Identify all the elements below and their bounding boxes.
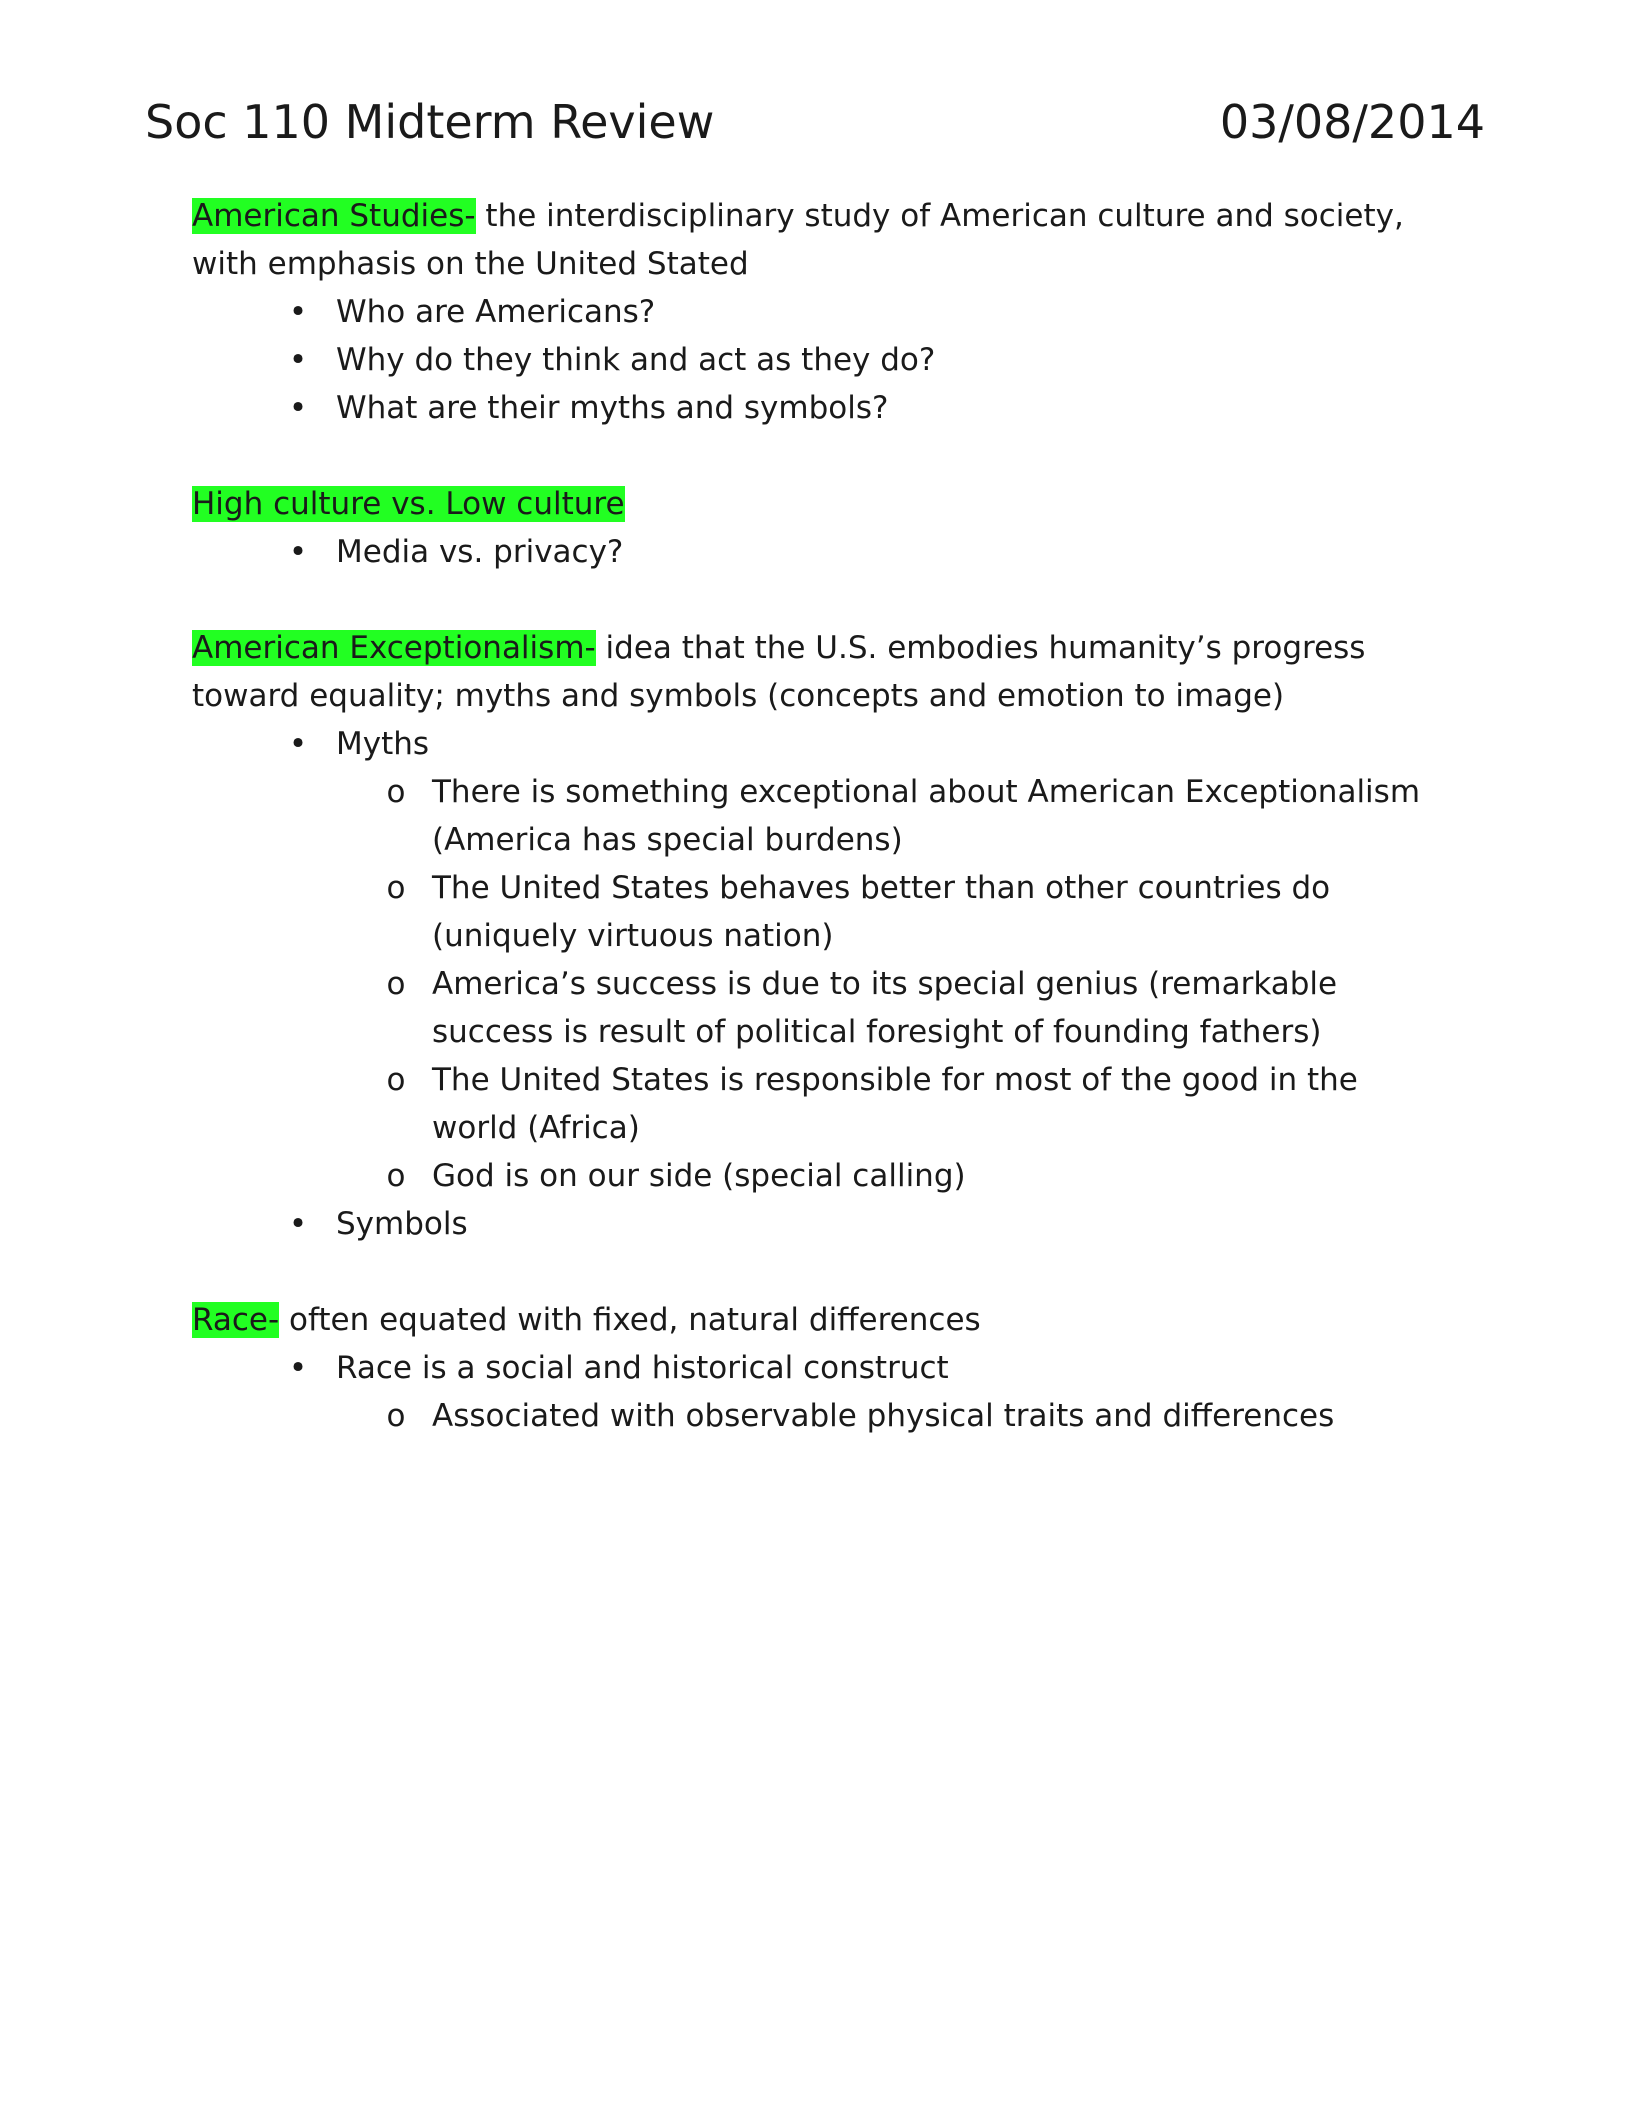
bullet-icon: • [288,534,308,570]
bullet-text: Who are Americans? [336,294,656,330]
term-definition [192,624,1442,720]
list-item [288,720,1442,1200]
circle-bullet-icon: o [386,774,406,810]
highlighted-term: American Exceptionalism- [192,630,596,666]
definition-text: often equated with fixed, natural differences [279,1302,981,1338]
bullet-list [192,1344,1442,1440]
bullet-list [192,288,1442,432]
sub-item-text: The United States is responsible for most of the good in the world (Africa) [432,1062,1358,1146]
section-high-low-culture [192,480,1442,576]
circle-bullet-icon: o [386,1398,406,1434]
bullet-text: What are their myths and symbols? [336,390,889,426]
bullet-list [192,528,1442,576]
bullet-text: Media vs. privacy? [336,534,624,570]
section-race [192,1296,1442,1440]
list-item [288,528,1442,576]
list-item [288,1344,1442,1440]
list-item [288,1200,1442,1248]
term-definition [192,480,1442,528]
highlighted-term: Race- [192,1302,280,1338]
bullet-icon: • [288,342,308,378]
section-american-exceptionalism [192,624,1442,1248]
definition-text: the interdisciplinary study of American culture and society, with emphasis on the United Stated [192,198,1404,282]
sub-list [336,768,1442,1200]
circle-bullet-icon: o [386,870,406,906]
bullet-icon: • [288,726,308,762]
sub-list-item [386,1392,1442,1440]
sub-list-item [386,1152,1442,1200]
bullet-text: Symbols [336,1206,468,1242]
sub-list [336,1392,1442,1440]
list-item [288,384,1442,432]
sub-item-text: There is something exceptional about American Exceptionalism (America has special burdens) [432,774,1421,858]
sub-item-text: America’s success is due to its special genius (remarkable success is result of political foresight of founding fathers) [432,966,1338,1050]
definition-text: idea that the U.S. embodies humanity’s progress toward equality; myths and symbols (concepts and emotion to image) [192,630,1366,714]
page-header [145,92,1485,152]
notes-body [192,192,1442,1488]
page-title: Soc 110 Midterm Review [145,95,715,149]
circle-bullet-icon: o [386,966,406,1002]
bullet-icon: • [288,1350,308,1386]
bullet-text: Race is a social and historical construct [336,1350,949,1386]
sub-item-text: The United States behaves better than other countries do (uniquely virtuous nation) [432,870,1331,954]
bullet-icon: • [288,1206,308,1242]
bullet-icon: • [288,390,308,426]
bullet-text: Why do they think and act as they do? [336,342,936,378]
bullet-icon: • [288,294,308,330]
page-date: 03/08/2014 [1219,95,1485,149]
bullet-list [192,720,1442,1248]
term-definition [192,1296,1442,1344]
highlighted-term: High culture vs. Low culture [192,486,625,522]
list-item [288,288,1442,336]
circle-bullet-icon: o [386,1158,406,1194]
sub-list-item [386,864,1442,960]
circle-bullet-icon: o [386,1062,406,1098]
term-definition [192,192,1442,288]
highlighted-term: American Studies- [192,198,476,234]
sub-item-text: Associated with observable physical traits and differences [432,1398,1335,1434]
sub-list-item [386,768,1442,864]
list-item [288,336,1442,384]
sub-list-item [386,960,1442,1056]
bullet-text: Myths [336,726,430,762]
sub-item-text: God is on our side (special calling) [432,1158,966,1194]
sub-list-item [386,1056,1442,1152]
section-american-studies [192,192,1442,432]
